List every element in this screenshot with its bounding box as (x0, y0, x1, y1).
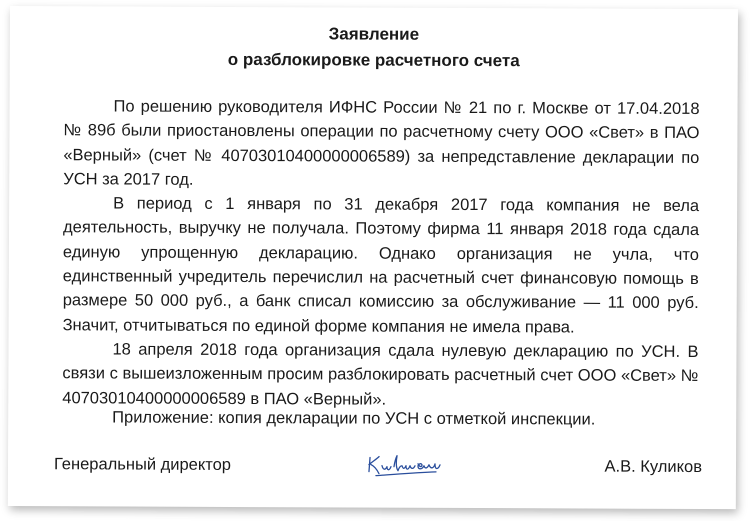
document-subtitle: о разблокировке расчетного счета (227, 49, 520, 71)
document-header (10, 20, 738, 75)
document-body (62, 94, 699, 413)
signature-block (54, 452, 702, 485)
document-title: Заявление (328, 24, 420, 44)
paragraph-3: 18 апреля 2018 года организация сдала нулевую декларацию по УСН. В связи с вышеизложенным просим разблокировать расчетный счет ООО «Свет» № 40703010400000006589 в ПАО «Верный». (62, 340, 699, 409)
handwritten-signature (362, 448, 452, 482)
attachment-line: Приложение: копия декларации по УСН с отметкой инспекции. (112, 408, 596, 429)
signer-name: А.В. Куликов (604, 457, 703, 477)
document-sheet (8, 6, 738, 509)
paragraph-1: По решению руководителя ИФНС России № 21 по г. Москве от 17.04.2018 № 89б были приостановлены операции по расчетному счету ООО «Свет» в ПАО «Верный» (счет № 40703010400000006589) за непредставление декларации по УСН за 2017 год. (63, 97, 700, 189)
paragraph-2: В период с 1 января по 31 декабря 2017 года компания не вела деятельность, выручку не получала. Поэтому фирма 11 января 2018 года сдала единую упрощенную декларацию. Однако организация не учла, что единственный учредитель перечислил на расчетный счет финансовую помощь в размере 50 000 руб., а банк списал комиссию за обслуживание — 11 000 руб. Значит, отчитываться по единой форме компания не имела права. (62, 194, 700, 337)
signer-title: Генеральный директор (53, 455, 232, 474)
